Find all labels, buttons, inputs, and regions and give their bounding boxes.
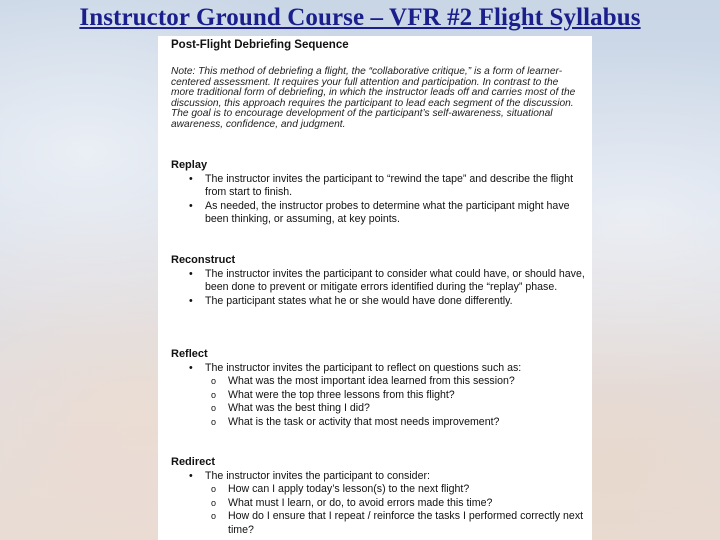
circle-bullet-icon: o <box>211 484 217 495</box>
circle-bullet-icon: o <box>211 403 217 414</box>
circle-bullet-icon: o <box>211 376 217 387</box>
list-item: • The instructor invites the participant to consider what could have, or should have, been done to prevent or mitigate errors identified during the “replay” phase. <box>189 268 585 294</box>
list-item: • As needed, the instructor probes to determine what the participant might have been thinking, or assuming, at key points. <box>189 199 570 226</box>
document-heading: Post-Flight Debriefing Sequence <box>171 39 349 51</box>
bullet-icon: • <box>189 470 193 482</box>
section-reflect <box>171 348 586 429</box>
document-page <box>158 36 592 540</box>
sub-list-item: o What is the task or activity that most needs improvement? <box>211 415 500 428</box>
sub-list-item: o What was the best thing I did? <box>211 402 370 415</box>
bullet-list <box>171 362 586 375</box>
bullet-list <box>171 173 586 227</box>
bullet-icon: • <box>189 173 193 185</box>
bullet-icon: • <box>189 199 193 212</box>
bullet-icon: • <box>189 362 193 374</box>
list-item: • The instructor invites the participant to consider: <box>189 470 430 482</box>
circle-bullet-icon: o <box>211 497 217 508</box>
list-item: • The instructor invites the participant to “rewind the tape” and describe the flight from start to finish. <box>189 173 574 199</box>
section-title: Reflect <box>171 348 208 360</box>
sub-list-item: o What must I learn, or do, to avoid errors made this time? <box>211 496 493 509</box>
list-item: • The instructor invites the participant to reflect on questions such as: <box>189 362 522 374</box>
section-reconstruct <box>171 254 586 308</box>
bullet-icon: • <box>189 268 193 280</box>
slide-title: Instructor Ground Course – VFR #2 Flight Syllabus <box>79 4 641 31</box>
circle-bullet-icon: o <box>211 389 217 400</box>
section-title: Reconstruct <box>171 254 236 266</box>
list-item: • The participant states what he or she would have done differently. <box>189 294 513 307</box>
sub-list-item: o How can I apply today’s lesson(s) to the next flight? <box>211 483 470 496</box>
note-paragraph: Note: This method of debriefing a flight, the “collaborative critique,” is a form of learner-centered assessment. It requires your full attention and participation. In contrast to the more traditional form of debriefing, in which the instructor leads off and carries most of the discussion, this approach requires the participant to lead each segment of the discussion. The goal is to encourage development of the participant’s self-awareness, situational awareness, confidence, and judgment. <box>171 66 576 130</box>
sub-list <box>171 375 586 429</box>
sub-list-item: o How do I ensure that I repeat / reinforce the tasks I performed correctly next time? <box>211 510 584 536</box>
circle-bullet-icon: o <box>211 511 217 522</box>
bullet-list <box>171 268 586 308</box>
circle-bullet-icon: o <box>211 416 217 427</box>
section-redirect <box>171 456 586 537</box>
sub-list <box>171 483 586 537</box>
section-title: Redirect <box>171 456 216 468</box>
sub-list-item: o What were the top three lessons from this flight? <box>211 388 455 401</box>
bullet-list <box>171 470 586 483</box>
bullet-icon: • <box>189 294 193 307</box>
sub-list-item: o What was the most important idea learned from this session? <box>211 375 515 388</box>
section-title: Replay <box>171 159 208 171</box>
section-replay <box>171 159 586 227</box>
